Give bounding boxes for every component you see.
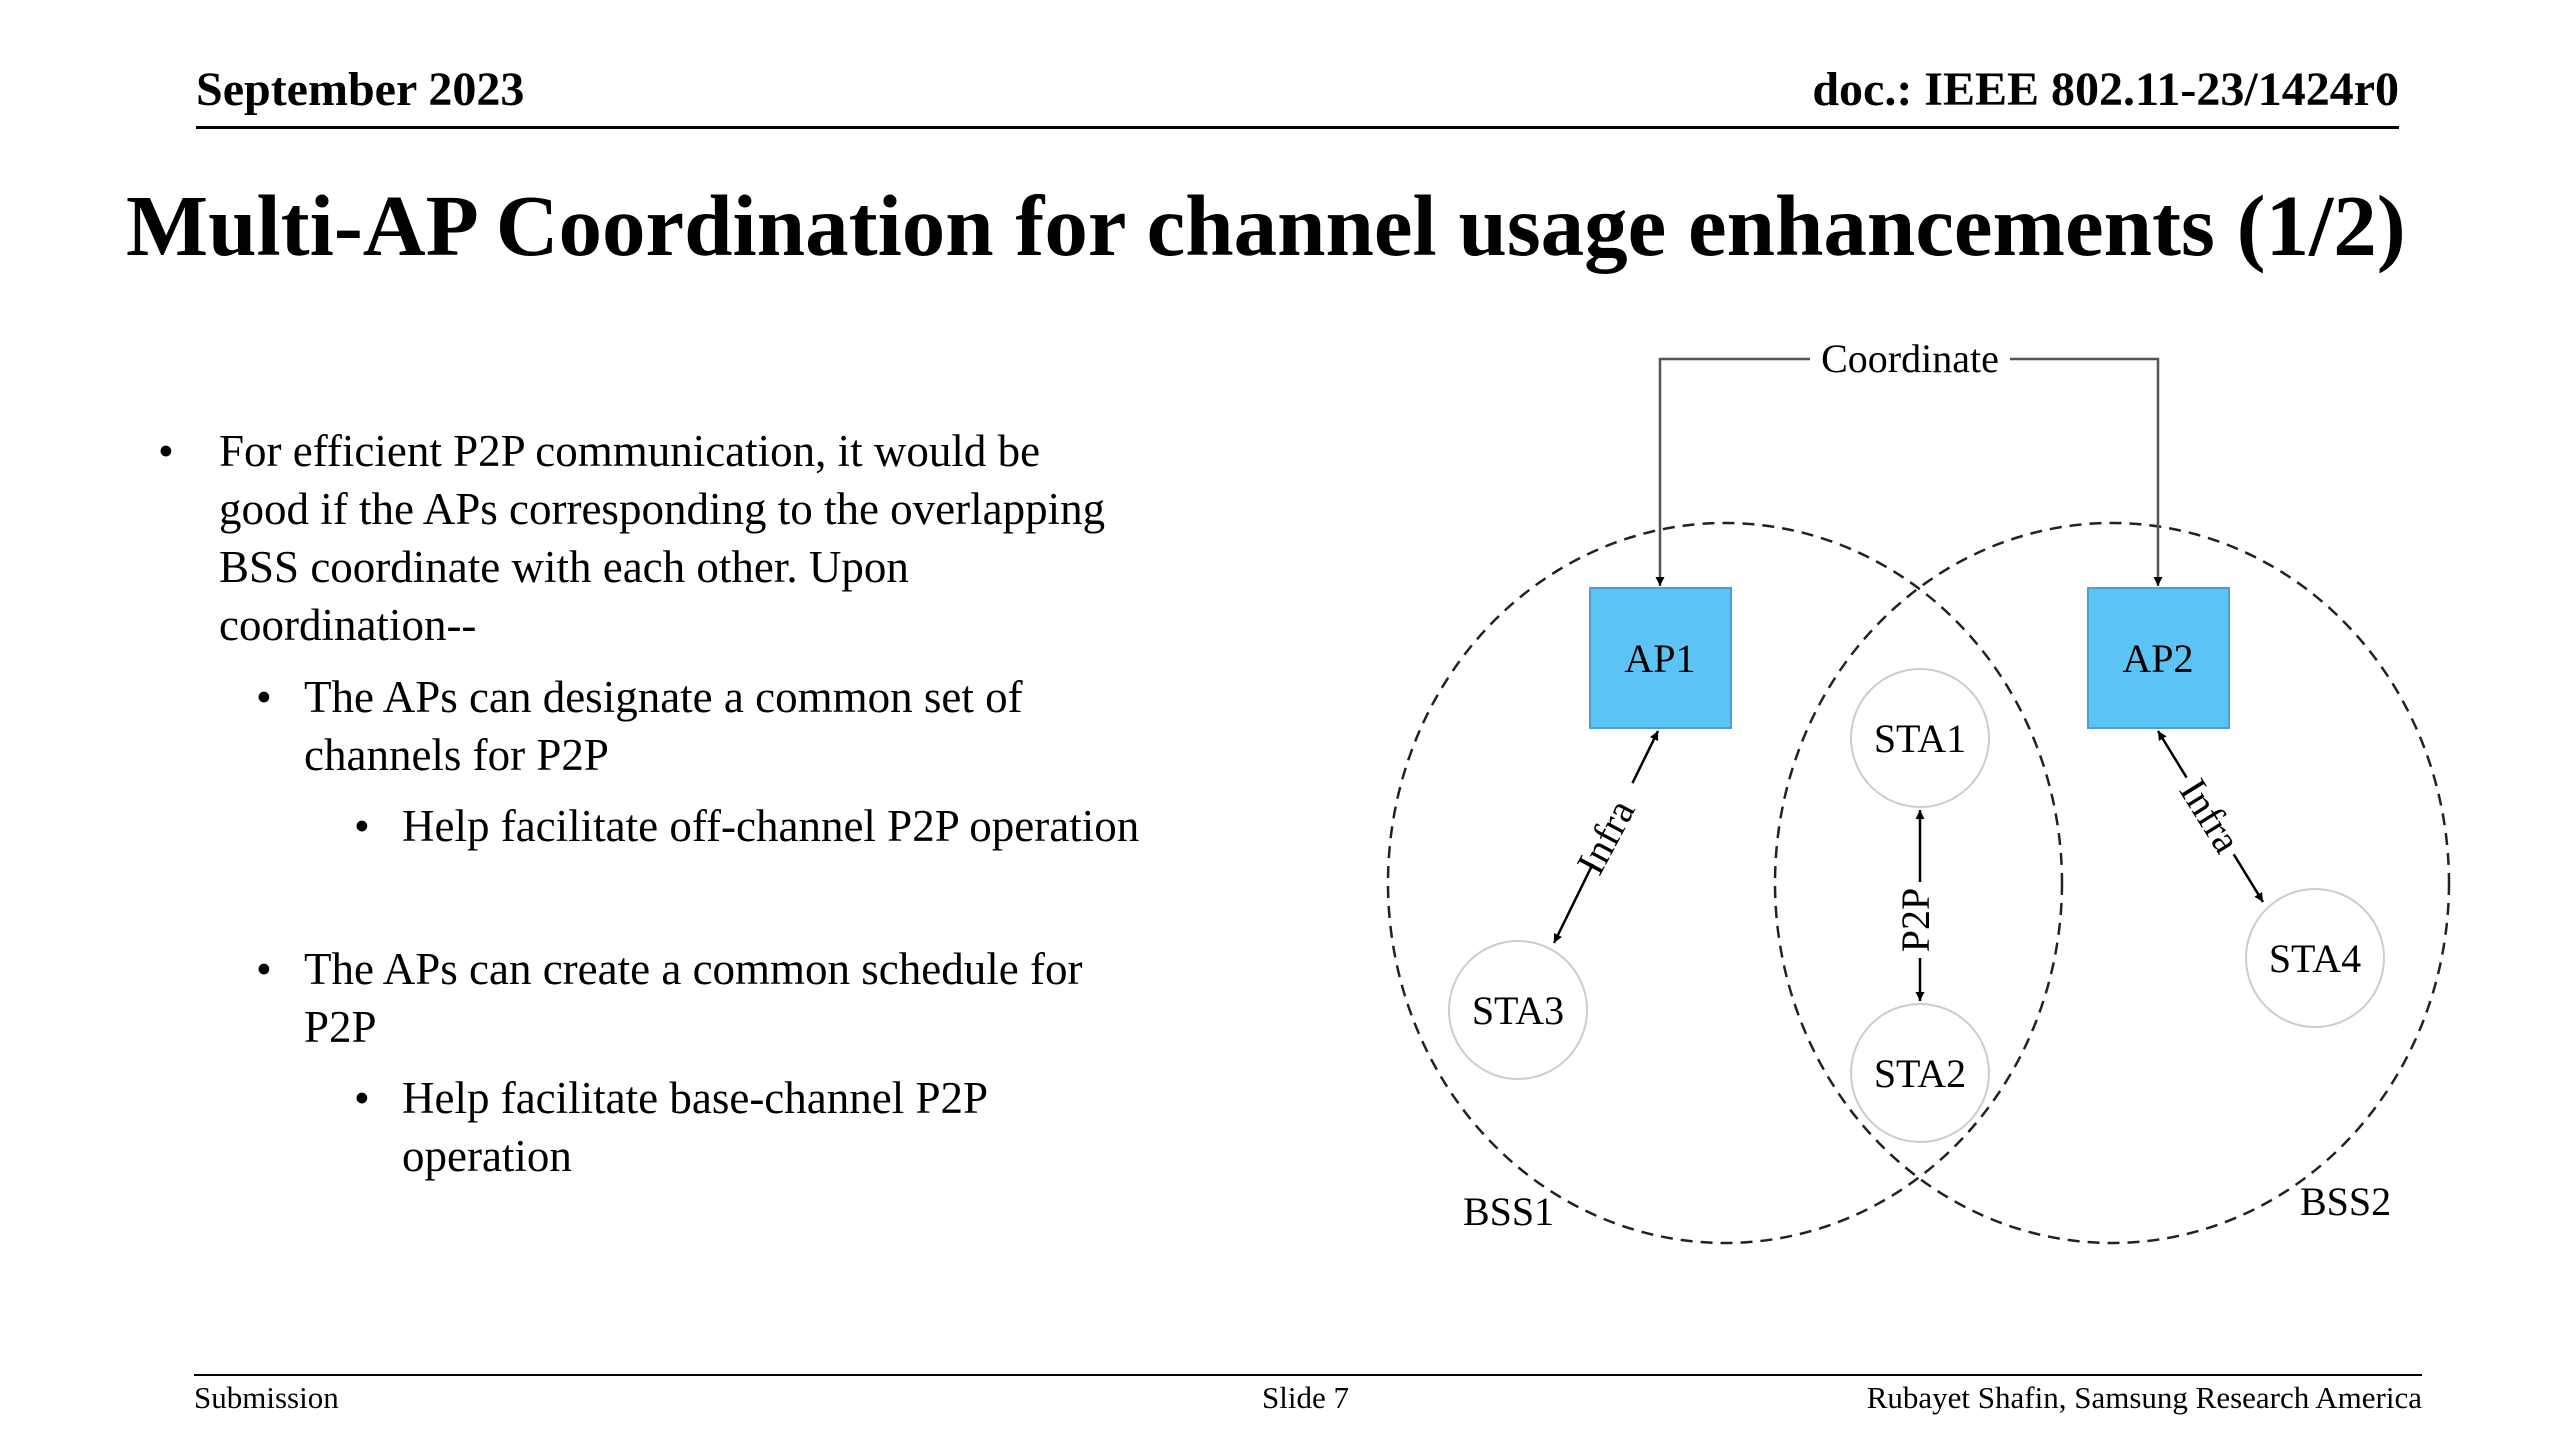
bullet-sub2-line-1: The APs can create a common schedule for bbox=[304, 944, 1083, 994]
p2p-label: P2P bbox=[1893, 887, 1939, 953]
header-date: September 2023 bbox=[196, 63, 525, 116]
slide-title: Multi-AP Coordination for channel usage enhancements (1/2) bbox=[126, 177, 2406, 274]
footer-slide-number: Slide 7 bbox=[1262, 1380, 1349, 1415]
sta2-label: STA2 bbox=[1873, 1051, 1967, 1096]
bullet-sub1-line-2: channels for P2P bbox=[304, 730, 609, 780]
infra2-label: Infra bbox=[2170, 770, 2251, 861]
sta4-label: STA4 bbox=[2268, 936, 2362, 981]
coordinate-line-right bbox=[2010, 359, 2158, 586]
bullet-marker: • bbox=[158, 426, 174, 476]
bss2-label: BSS2 bbox=[2300, 1179, 2392, 1224]
bullet-main-line-2: good if the APs corresponding to the overlapping bbox=[219, 484, 1106, 534]
sta3-label: STA3 bbox=[1471, 988, 1565, 1033]
network-diagram bbox=[1350, 320, 2470, 1260]
bullet-main-line-1: For efficient P2P communication, it would be bbox=[219, 426, 1041, 476]
header-doc-id: doc.: IEEE 802.11-23/1424r0 bbox=[1812, 63, 2399, 116]
ap2-label: AP2 bbox=[2122, 636, 2194, 681]
bullet-list bbox=[0, 0, 1300, 1300]
infra1-label: Infra bbox=[1567, 791, 1644, 882]
coordinate-label: Coordinate bbox=[1821, 336, 1999, 381]
bullet-sub2-line-2: P2P bbox=[304, 1002, 377, 1052]
bullet-main-line-4: coordination-- bbox=[219, 600, 477, 650]
bullet-sub1-line-1: The APs can designate a common set of bbox=[304, 672, 1023, 722]
bullet-sub1-detail: Help facilitate off-channel P2P operation bbox=[402, 801, 1140, 851]
bullet-marker: • bbox=[354, 1073, 370, 1123]
bullet-main-line-3: BSS coordinate with each other. Upon bbox=[219, 542, 909, 592]
footer-author: Rubayet Shafin, Samsung Research America bbox=[1866, 1380, 2422, 1415]
bullet-marker: • bbox=[256, 672, 272, 722]
ap1-label: AP1 bbox=[1624, 636, 1696, 681]
coordinate-line-left bbox=[1660, 359, 1810, 586]
sta1-label: STA1 bbox=[1873, 716, 1967, 761]
bullet-marker: • bbox=[256, 944, 272, 994]
bullet-sub2-detail-line-2: operation bbox=[402, 1131, 572, 1181]
footer-rule bbox=[194, 1374, 2422, 1376]
bullet-sub2-detail-line-1: Help facilitate base-channel P2P bbox=[402, 1073, 989, 1123]
bullet-marker: • bbox=[354, 801, 370, 851]
footer-submission: Submission bbox=[194, 1380, 339, 1415]
bss1-label: BSS1 bbox=[1463, 1189, 1555, 1234]
